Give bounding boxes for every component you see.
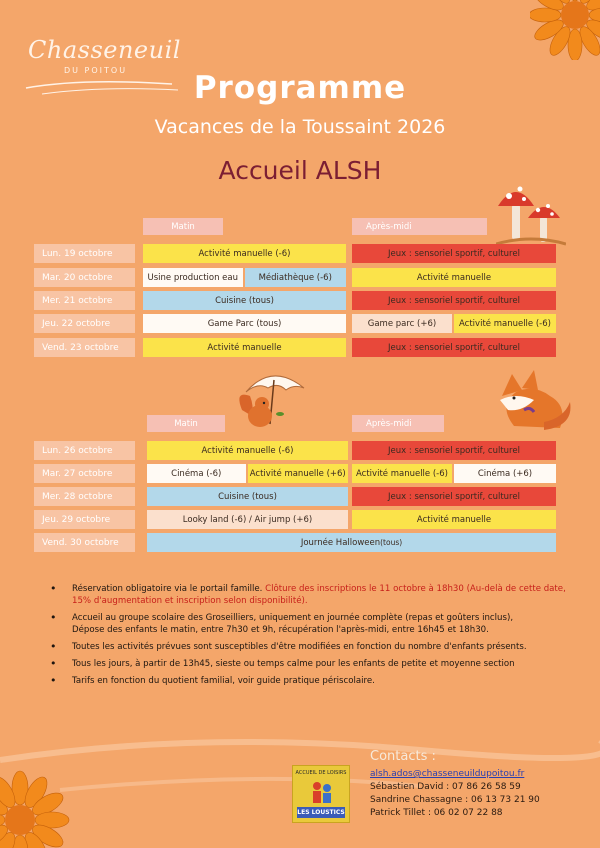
contact-sebastien: Sébastien David : 07 86 26 58 59 (370, 782, 521, 792)
day-label: Jeu. 22 octobre (34, 314, 135, 333)
day-label: Vend. 23 octobre (34, 338, 135, 357)
day-label: Mar. 27 octobre (34, 464, 135, 483)
note-text: Dépose des enfants le matin, entre 7h30 et 9h, récupération l'après-midi, entre 16h45 et 18h30. (72, 625, 489, 635)
activity-morning: Looky land (-6) / Air jump (+6) (147, 510, 348, 529)
activity-morning: Médiathèque (-6) (245, 268, 347, 287)
activity-afternoon: Jeux : sensoriel sportif, culturel (352, 291, 556, 310)
section-title: Accueil ALSH (218, 156, 382, 185)
activity-afternoon: Activité manuelle (-6) (352, 464, 452, 483)
header-morning: Matin (147, 415, 225, 432)
badge-top-text: ACCUEIL DE LOISIRS (295, 770, 347, 776)
header-morning: Matin (143, 218, 223, 235)
page-subtitle: Vacances de la Toussaint 2026 (154, 116, 446, 138)
day-label: Mar. 20 octobre (34, 268, 135, 287)
note-text: Accueil au groupe scolaire des Groseilliers, uniquement en journée complète (repas et goûters inclus), (72, 613, 514, 623)
info-list (58, 583, 578, 692)
activity-morning: Usine production eau (143, 268, 243, 287)
activity-afternoon: Cinéma (+6) (454, 464, 556, 483)
day-label: Jeu. 29 octobre (34, 510, 135, 529)
fox-icon (494, 366, 578, 438)
contact-email-link[interactable]: alsh.ados@chasseneuildupoitou.fr (370, 769, 525, 779)
activity-suffix: (tous) (380, 538, 403, 547)
activity-afternoon: Jeux : sensoriel sportif, culturel (352, 441, 556, 460)
note-reservation (58, 583, 578, 607)
activity-morning: Activité manuelle (143, 338, 346, 357)
activity-morning: Cuisine (tous) (147, 487, 348, 506)
activity-morning: Cinéma (-6) (147, 464, 246, 483)
day-label: Lun. 19 octobre (34, 244, 135, 263)
header-afternoon: Après-midi (352, 415, 444, 432)
logo-subtext: DU POITOU (64, 66, 128, 75)
kids-icon (307, 778, 337, 808)
note-text: Tous les jours, à partir de 13h45, sieste ou temps calme pour les enfants de petite et moyenne section (72, 659, 515, 669)
activity-morning: Activité manuelle (-6) (147, 441, 348, 460)
activity-afternoon: Activité manuelle (352, 268, 556, 287)
day-label: Vend. 30 octobre (34, 533, 135, 552)
mushroom-icon (496, 174, 566, 246)
note-text: Réservation obligatoire via le portail famille. (72, 584, 266, 594)
activity-afternoon: Game parc (+6) (352, 314, 452, 333)
activity-afternoon: Jeux : sensoriel sportif, culturel (352, 338, 556, 357)
activity-afternoon: Activité manuelle (352, 510, 556, 529)
les-loustics-logo (292, 765, 350, 823)
note-tarifs (58, 675, 578, 687)
activity-morning: Cuisine (tous) (143, 291, 346, 310)
badge-bottom-text: LES LOUSTICS (297, 809, 345, 816)
activity-morning: Game Parc (tous) (143, 314, 346, 333)
note-text: Toutes les activités prévues sont susceptibles d'être modifiées en fonction du nombre d'enfants présents. (72, 642, 527, 652)
activity-afternoon: Activité manuelle (-6) (454, 314, 556, 333)
note-text: Tarifs en fonction du quotient familial, voir guide pratique périscolaire. (72, 676, 375, 686)
activity-morning: Activité manuelle (+6) (248, 464, 349, 483)
note-sieste (58, 658, 578, 670)
sunflower-icon (530, 0, 600, 60)
note-accueil (58, 612, 578, 636)
activity-afternoon: Jeux : sensoriel sportif, culturel (352, 244, 556, 263)
contacts-block (370, 750, 540, 820)
day-label: Mer. 21 octobre (34, 291, 135, 310)
activity-afternoon: Jeux : sensoriel sportif, culturel (352, 487, 556, 506)
day-label: Lun. 26 octobre (34, 441, 135, 460)
contact-patrick: Patrick Tillet : 06 02 07 22 88 (370, 808, 503, 818)
note-activities (58, 641, 578, 653)
day-label: Mer. 28 octobre (34, 487, 135, 506)
activity-morning: Activité manuelle (-6) (143, 244, 346, 263)
note-deadline: Clôture des inscriptions le 11 octobre à 18h30 (Au-delà de cette date, 15% d'augmentation et inscription selon disponibilité). (72, 584, 566, 606)
header-afternoon: Après-midi (352, 218, 487, 235)
contacts-title: Contacts : (370, 749, 436, 764)
logo-text: Chasseneuil (28, 36, 181, 64)
squirrel-umbrella-icon (232, 366, 312, 436)
activity-full-day (147, 533, 556, 552)
contact-sandrine: Sandrine Chassagne : 06 13 73 21 90 (370, 795, 540, 805)
activity-label: Journée Halloween (300, 537, 381, 548)
page-title: Programme (193, 70, 407, 106)
